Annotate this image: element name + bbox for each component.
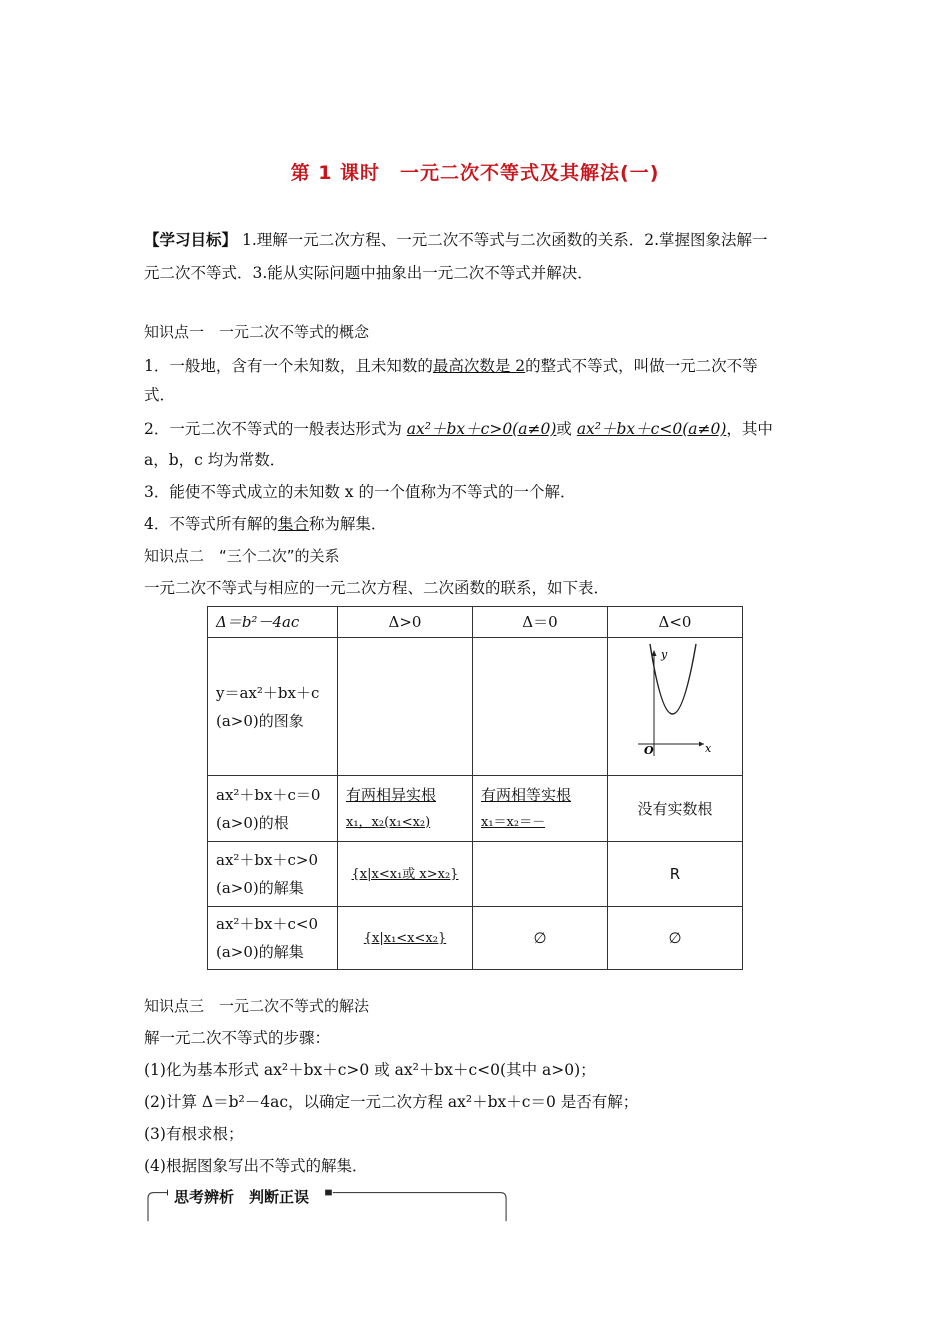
k1-item-2-text-b: ，其中 — [726, 420, 773, 438]
section-heading-3: 知识点三 一元二次不等式的解法 — [144, 997, 370, 1015]
cell-roots-zero-b: x₁＝x₂＝－ — [481, 814, 546, 830]
k1-item-1-text-a: 1．一般地，含有一个未知数，且未知数的 — [144, 357, 433, 375]
row-label-graph — [208, 638, 338, 776]
k3-step-1: (1)化为基本形式 ax²＋bx＋c>0 或 ax²＋bx＋c<0(其中 a>0)； — [144, 1061, 596, 1079]
table-header-positive: Δ>0 — [338, 607, 473, 638]
x-axis-arrow — [699, 742, 704, 747]
cell-graph-zero — [473, 638, 608, 776]
goals-text-2: 元二次不等式．3.能从实际问题中抽象出一元二次不等式并解决． — [144, 264, 593, 282]
table-header-negative: Δ<0 — [608, 607, 743, 638]
table-row — [208, 607, 743, 638]
y-axis-label: y — [661, 648, 668, 661]
k1-item-2-or: 或 — [556, 420, 577, 438]
cell-graph-positive — [338, 638, 473, 776]
cell-graph-negative — [608, 638, 743, 776]
cell-lt-positive-text: {x|x₁<x<x₂} — [363, 931, 447, 946]
section-heading-2: 知识点二 “三个二次”的关系 — [144, 547, 340, 565]
cell-roots-negative: 没有实数根 — [608, 776, 743, 842]
page-title: 第 1 课时 一元二次不等式及其解法(一) — [290, 162, 660, 184]
cell-lt-positive — [338, 907, 473, 970]
k1-item-1-cont: 式． — [144, 386, 176, 404]
k3-intro: 解一元二次不等式的步骤： — [144, 1029, 331, 1047]
goals-line-1 — [144, 229, 768, 251]
parabola-graph — [608, 638, 742, 766]
row-label-graph-a: y＝ax²＋bx＋c — [216, 683, 320, 702]
row-label-gt-b: (a>0)的解集 — [216, 879, 304, 897]
k3-step-3: (3)有根求根； — [144, 1125, 244, 1143]
row-label-gt-a: ax²＋bx＋c>0 — [216, 851, 318, 869]
row-label-gt-solution — [208, 842, 338, 907]
table-row — [208, 842, 743, 907]
row-label-lt-solution — [208, 907, 338, 970]
origin-label: O — [644, 744, 654, 757]
practice-box-left-edge — [148, 1193, 167, 1222]
cell-gt-positive — [338, 842, 473, 907]
cell-roots-positive-b: x₁，x₂(x₁<x₂) — [346, 814, 431, 830]
k1-item-1-underlined: 最高次数是 2 — [432, 357, 526, 375]
k2-intro: 一元二次不等式与相应的一元二次方程、二次函数的联系，如下表． — [144, 579, 610, 597]
section-heading-1: 知识点一 一元二次不等式的概念 — [144, 323, 370, 341]
k1-item-2 — [144, 418, 773, 440]
goals-text-1: 1.理解一元二次方程、一元二次不等式与二次函数的关系．2.掌握图象法解一 — [241, 231, 768, 249]
k1-item-2-cont: a，b，c 均为常数． — [144, 451, 286, 469]
cell-gt-zero — [473, 842, 608, 907]
k3-step-4: (4)根据图象写出不等式的解集． — [144, 1157, 368, 1175]
k1-item-1-text-b: 的整式不等式，叫做一元二次不等 — [525, 357, 758, 375]
cell-gt-positive-text: {x|x<x₁或 x>x₂} — [351, 867, 459, 882]
cell-roots-positive — [338, 776, 473, 842]
k1-item-4-text-a: 4．不等式所有解的 — [144, 515, 278, 533]
cell-gt-negative: R — [608, 842, 743, 907]
k1-item-4 — [144, 513, 386, 535]
cell-lt-negative: ∅ — [608, 907, 743, 970]
row-label-roots-a: ax²＋bx＋c＝0 — [216, 785, 321, 804]
cell-roots-zero-a: 有两相等实根 — [481, 785, 572, 804]
k1-item-4-underlined: 集合 — [277, 515, 309, 533]
row-label-lt-a: ax²＋bx＋c<0 — [216, 915, 318, 933]
table-row — [208, 776, 743, 842]
goals-tag: 【学习目标】 — [144, 230, 238, 249]
row-label-graph-b: (a>0)的图象 — [216, 711, 304, 730]
table-header-zero: Δ＝0 — [473, 607, 608, 638]
k1-item-2-form-lt: ax²＋bx＋c<0(a≠0) — [576, 420, 727, 438]
practice-box-marker-right — [325, 1190, 332, 1196]
x-axis-label: x — [705, 742, 712, 755]
k3-step-2: (2)计算 Δ＝b²－4ac，以确定一元二次方程 ax²＋bx＋c＝0 是否有解； — [144, 1093, 639, 1111]
parabola-curve — [650, 644, 696, 714]
row-label-lt-b: (a>0)的解集 — [216, 943, 304, 961]
k1-item-4-text-b: 称为解集． — [308, 515, 387, 533]
cell-lt-zero: ∅ — [473, 907, 608, 970]
row-label-roots-b: (a>0)的根 — [216, 813, 289, 832]
table-row — [208, 638, 743, 776]
cell-roots-zero — [473, 776, 608, 842]
three-quadratics-table — [207, 606, 743, 970]
practice-box-label: 思考辨析 判断正误 — [168, 1186, 315, 1207]
table-row — [208, 907, 743, 970]
k1-item-2-form-gt: ax²＋bx＋c>0(a≠0) — [406, 420, 557, 438]
cell-roots-positive-a: 有两相异实根 — [346, 785, 437, 804]
k1-item-3: 3．能使不等式成立的未知数 x 的一个值称为不等式的一个解． — [144, 483, 576, 501]
table-header-discriminant: Δ＝b²－4ac — [208, 607, 338, 638]
k1-item-2-text-a: 2．一元二次不等式的一般表达形式为 — [144, 420, 407, 438]
practice-box-right-edge — [333, 1193, 506, 1222]
row-label-roots — [208, 776, 338, 842]
k1-item-1 — [144, 355, 758, 377]
